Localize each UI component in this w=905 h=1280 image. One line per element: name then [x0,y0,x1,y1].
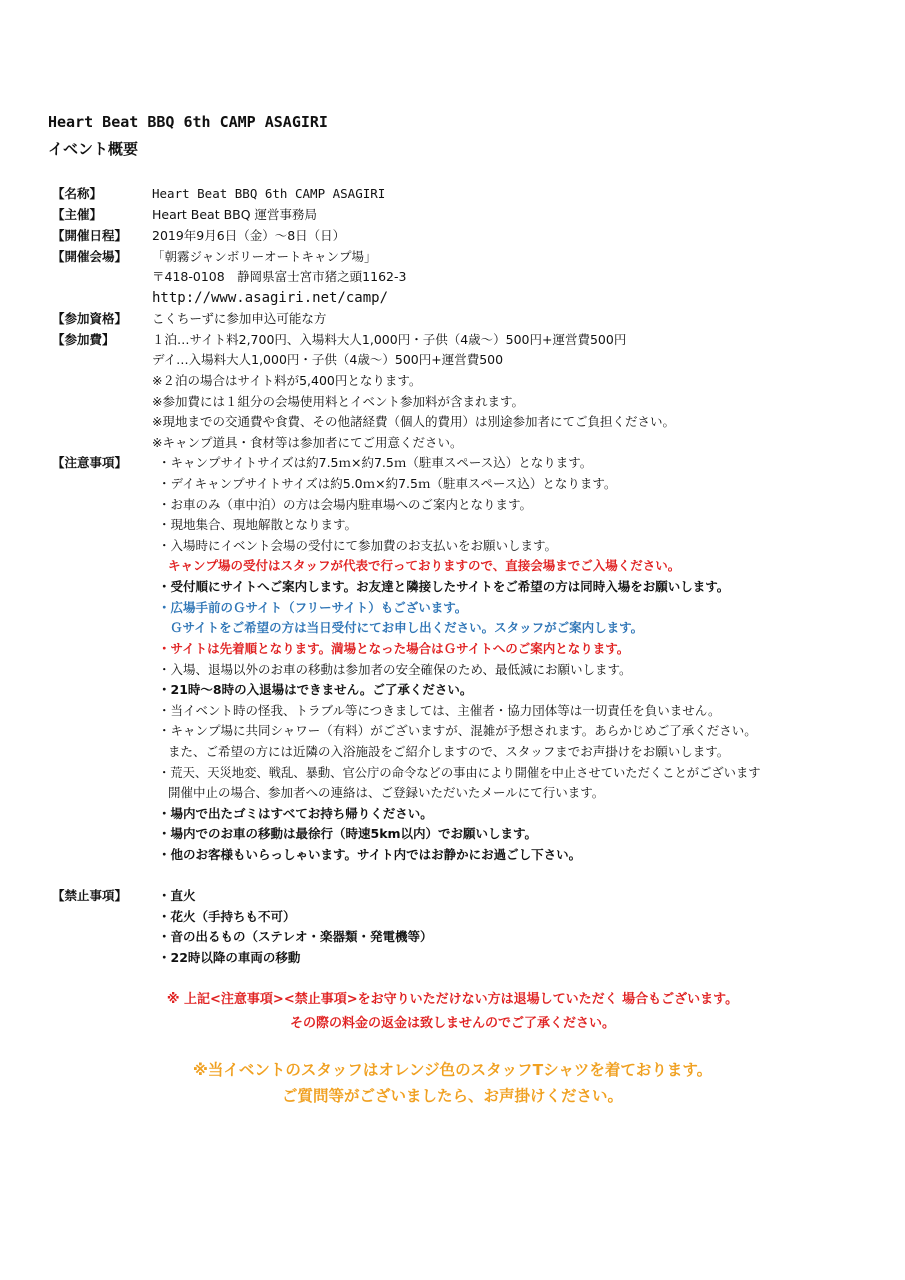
organizer-value: Heart Beat BBQ 運営事務局 [152,207,318,222]
note-item: ・入場時にイベント会場の受付にて参加費のお支払いをお願いします。 [158,538,558,553]
note-item: ・当イベント時の怪我、トラブル等につきましては、主催者・協力団体等は一切責任を負いません。 [158,703,721,718]
note-item: ・場内でのお車の移動は最徐行（時速5km以内）でお願いします。 [158,826,538,841]
venue-address: 〒418-0108 静岡県富士宮市猪之頭1162-3 [152,269,407,284]
note-item: 開催中止の場合、参加者への連絡は、ご登録いただいたメールにて行います。 [168,785,605,800]
organizer-label: 【主催】 [52,207,103,222]
note-item-blue: ・広場手前のＧサイト（フリーサイト）もございます。 [158,600,468,615]
fee-label: 【参加費】 [52,332,115,347]
warning-line-1: ※ 上記<注意事項><禁止事項>をお守りいただけない方は退場していただく 場合もございます。 [166,992,739,1007]
fee-line: ※２泊の場合はサイト料が5,400円となります。 [152,373,422,388]
notes-label: 【注意事項】 [52,455,128,470]
note-item: ・受付順にサイトへご案内します。お友達と隣接したサイトをご希望の方は同時入場をお願いします。 [158,579,730,594]
fee-line: ※キャンプ道具・食材等は参加者にてご用意ください。 [152,435,463,450]
date-label: 【開催日程】 [52,228,128,243]
venue-url-link[interactable]: http://www.asagiri.net/camp/ [152,290,389,306]
note-item-red: ・サイトは先着順となります。満場となった場合はＧサイトへのご案内となります。 [158,641,630,656]
note-item: ・他のお客様もいらっしゃいます。サイト内ではお静かにお過ごし下さい。 [158,847,582,862]
note-item: ・キャンプサイトサイズは約7.5ｍ×約7.5ｍ（駐車スペース込）となります。 [158,455,593,470]
prohibited-item: ・直火 [158,888,196,903]
fee-line: １泊…サイト料2,700円、入場料大人1,000円・子供（4歳～）500円+運営費500円 [152,332,627,347]
note-item: ・入場、退場以外のお車の移動は参加者の安全確保のため、最低減にお願いします。 [158,662,632,677]
note-item: ・お車のみ（車中泊）の方は会場内駐車場へのご案内となります。 [158,497,533,512]
note-item: ・場内で出たゴミはすべてお持ち帰りください。 [158,806,433,821]
date-value: 2019年9月6日（金）～8日（日） [152,228,346,243]
note-item: ・キャンプ場に共同シャワー（有料）がございますが、混雑が予想されます。あらかじめご了承ください。 [158,723,757,738]
note-item: ・デイキャンプサイトサイズは約5.0ｍ×約7.5ｍ（駐車スペース込）となります。 [158,476,617,491]
prohibited-item: ・花火（手持ちも不可） [158,909,296,924]
event-overview-heading: イベント概要 [48,140,139,158]
fee-line: デイ…入場料大人1,000円・子供（4歳～）500円+運営費500 [152,352,504,367]
prohibited-item: ・音の出るもの（ステレオ・楽器類・発電機等） [158,929,433,944]
warning-line-2: その際の料金の返金は致しませんのでご了承ください。 [289,1016,615,1031]
prohibited-label: 【禁止事項】 [52,888,128,903]
staff-notice-line-1: ※当イベントのスタッフはオレンジ色のスタッフTシャツを着ております。 [192,1061,713,1079]
venue-label: 【開催会場】 [52,249,128,264]
venue-name: 「朝霧ジャンボリーオートキャンプ場」 [152,249,377,264]
note-item: ・21時～8時の入退場はできません。ご了承ください。 [158,682,473,697]
event-title: Heart Beat BBQ 6th CAMP ASAGIRI [48,113,328,131]
note-item: ・荒天、天災地変、戦乱、暴動、官公庁の命令などの事由により開催を中止させていただくことがございます [158,766,761,780]
note-item-red: キャンプ場の受付はスタッフが代表で行っておりますので、直接会場までご入場ください。 [168,558,681,573]
fee-line: ※現地までの交通費や食費、その他諸経費（個人的費用）は別途参加者にてご負担ください。 [152,414,675,429]
fee-line: ※参加費には１組分の会場使用料とイベント参加料が含まれます。 [152,394,524,409]
name-label: 【名称】 [52,186,103,201]
staff-notice-line-2: ご質問等がございましたら、お声掛けください。 [281,1087,623,1105]
note-item: また、ご希望の方には近隣の入浴施設をご紹介しますので、スタッフまでお声掛けをお願いします。 [168,744,730,759]
eligibility-label: 【参加資格】 [52,311,128,326]
eligibility-value: こくちーずに参加申込可能な方 [152,311,327,326]
note-item: ・現地集合、現地解散となります。 [158,517,358,532]
prohibited-item: ・22時以降の車両の移動 [158,950,301,965]
note-item-blue: Ｇサイトをご希望の方は当日受付にてお申し出ください。スタッフがご案内します。 [170,620,644,635]
name-value: Heart Beat BBQ 6th CAMP ASAGIRI [152,186,386,201]
